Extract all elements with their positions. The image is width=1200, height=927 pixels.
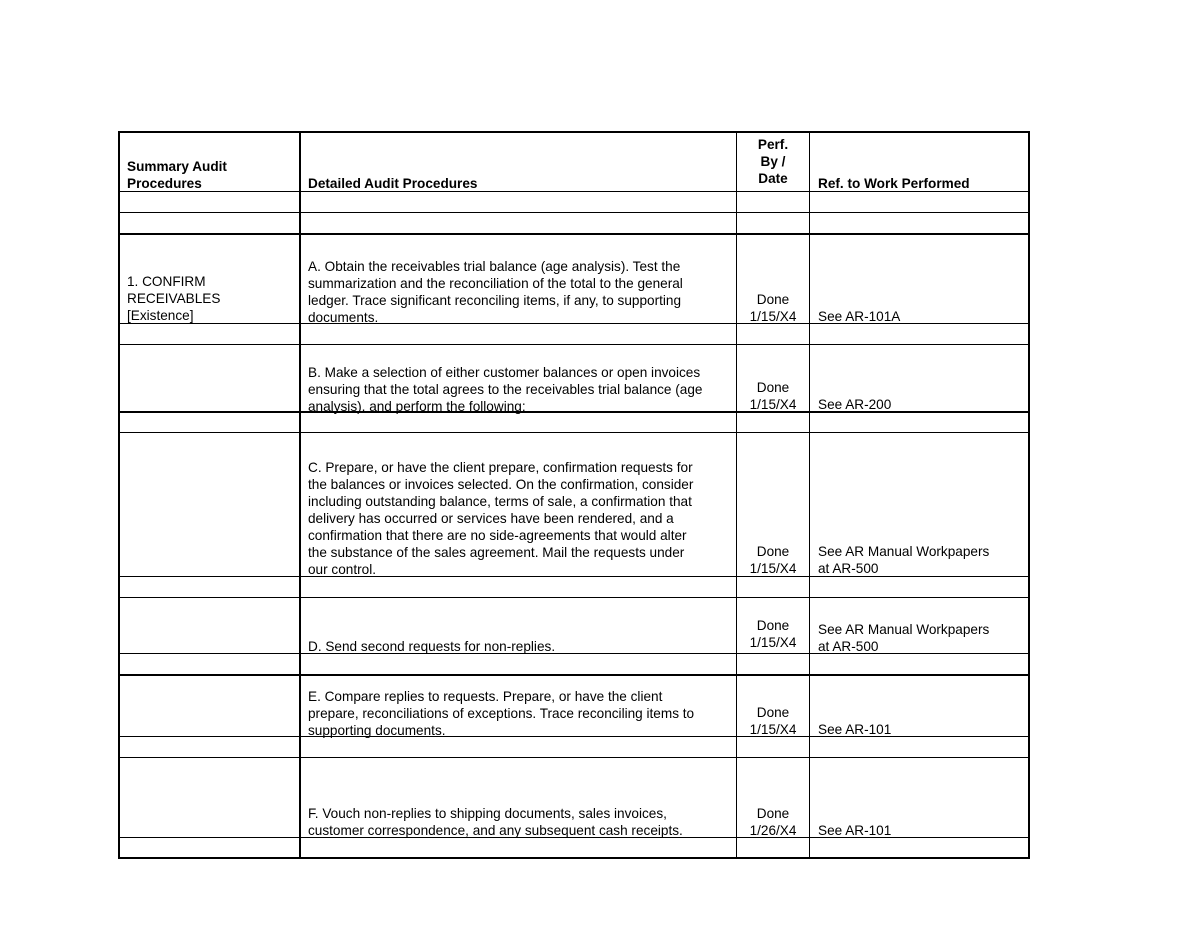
row-a-detailed: A. Obtain the receivables trial balance (age analysis). Test the summarization and the reconciliation of the total to the general ledger. Trace significant reconciling items, if any, to supporting documents. [308,259,683,325]
row-c-detailed: C. Prepare, or have the client prepare, confirmation requests for the balances or invoices selected. On the confirmation, consider including outstanding balance, terms of sale, a confirmation that delivery has occurred or services have been rendered, and a confirmation that there are no side-agreements that would alter the substance of the sales agreement. Mail the requests under our control. [308,460,694,577]
row-e-perf: Done 1/15/X4 [749,705,797,737]
row-c-ref: See AR Manual Workpapers at AR-500 [818,544,990,576]
audit-procedures-table [118,131,1030,859]
row-f-detailed: F. Vouch non-replies to shipping documents, sales invoices, customer correspondence, and any subsequent cash receipts. [308,806,683,838]
row-b-detailed: B. Make a selection of either customer balances or open invoices ensuring that the total agrees to the receivables trial balance (age analysis), and perform the following: [308,365,703,414]
header-ref-to-work-performed: Ref. to Work Performed [818,176,970,191]
row-e-ref: See AR-101 [818,722,892,737]
column-divider [809,133,810,857]
row-b-ref: See AR-200 [818,397,892,412]
header-perf-by-date: Perf. By / Date [757,137,789,186]
row-divider [120,212,1028,213]
row-a-perf: Done 1/15/X4 [749,292,797,324]
row-f-perf: Done 1/26/X4 [749,806,797,838]
row-divider [120,757,1028,758]
row-a-summary: 1. CONFIRM RECEIVABLES [Existence] [127,274,221,323]
row-divider [120,432,1028,433]
row-divider [120,344,1028,345]
row-c-perf: Done 1/15/X4 [749,544,797,576]
row-b-perf: Done 1/15/X4 [749,380,797,412]
header-summary-audit-procedures: Summary Audit Procedures [127,159,227,191]
row-e-detailed: E. Compare replies to requests. Prepare, or have the client prepare, reconciliations of exceptions. Trace reconciling items to supporting documents. [308,689,695,738]
row-d-ref: See AR Manual Workpapers at AR-500 [818,622,990,654]
row-a-ref: See AR-101A [818,309,901,324]
row-divider [120,674,1028,676]
header-detailed-audit-procedures: Detailed Audit Procedures [308,176,478,191]
row-f-ref: See AR-101 [818,823,892,838]
row-divider [120,597,1028,598]
column-divider [299,133,301,857]
row-divider [120,233,1028,235]
column-divider [736,133,737,857]
row-d-detailed: D. Send second requests for non-replies. [308,639,556,654]
row-d-perf: Done 1/15/X4 [749,618,797,650]
